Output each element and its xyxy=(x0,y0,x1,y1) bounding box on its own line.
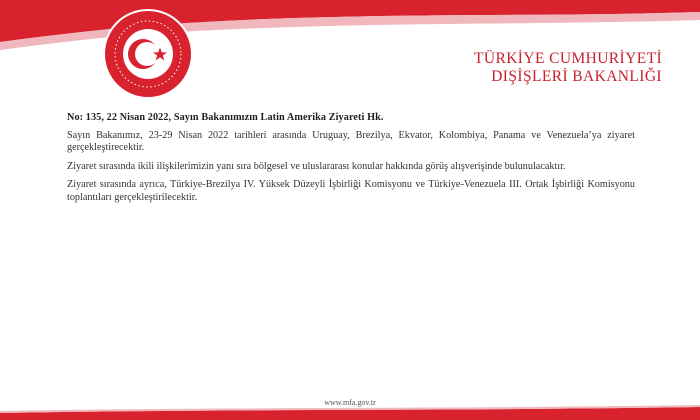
paragraph-3: Ziyaret sırasında ayrıca, Türkiye-Brezilya IV. Yüksek Düzeyli İşbirliği Komisyonu ve Türkiye-Venezuela III. Ortak İşbirliği Komisyonu toplantıları gerçekleştirilecektir. xyxy=(67,179,635,203)
ministry-emblem-icon xyxy=(95,8,201,100)
paragraph-2: Ziyaret sırasında ikili ilişkilerimizin yanı sıra bölgesel ve uluslararası konular hakkında görüş alışverişinde bulunulacaktır. xyxy=(67,160,566,172)
document-title: No: 135, 22 Nisan 2022, Sayın Bakanımızın Latin Amerika Ziyareti Hk. xyxy=(67,112,384,123)
paragraph-1: Sayın Bakanımız, 23-29 Nisan 2022 tarihleri arasında Uruguay, Brezilya, Ekvator, Kolombiya, Panama ve Venezuela’ya ziyaret gerçekleştirecektir. xyxy=(67,130,635,154)
ministry-name-line1: TÜRKİYE CUMHURİYETİ xyxy=(474,50,662,67)
footer-website-link[interactable]: www.mfa.gov.tr xyxy=(324,398,376,407)
ministry-name xyxy=(362,50,662,86)
ministry-name-line2: DIŞİŞLERİ BAKANLIĞI xyxy=(491,68,662,85)
footer-decorative-band xyxy=(0,405,700,420)
document-body xyxy=(67,112,635,210)
